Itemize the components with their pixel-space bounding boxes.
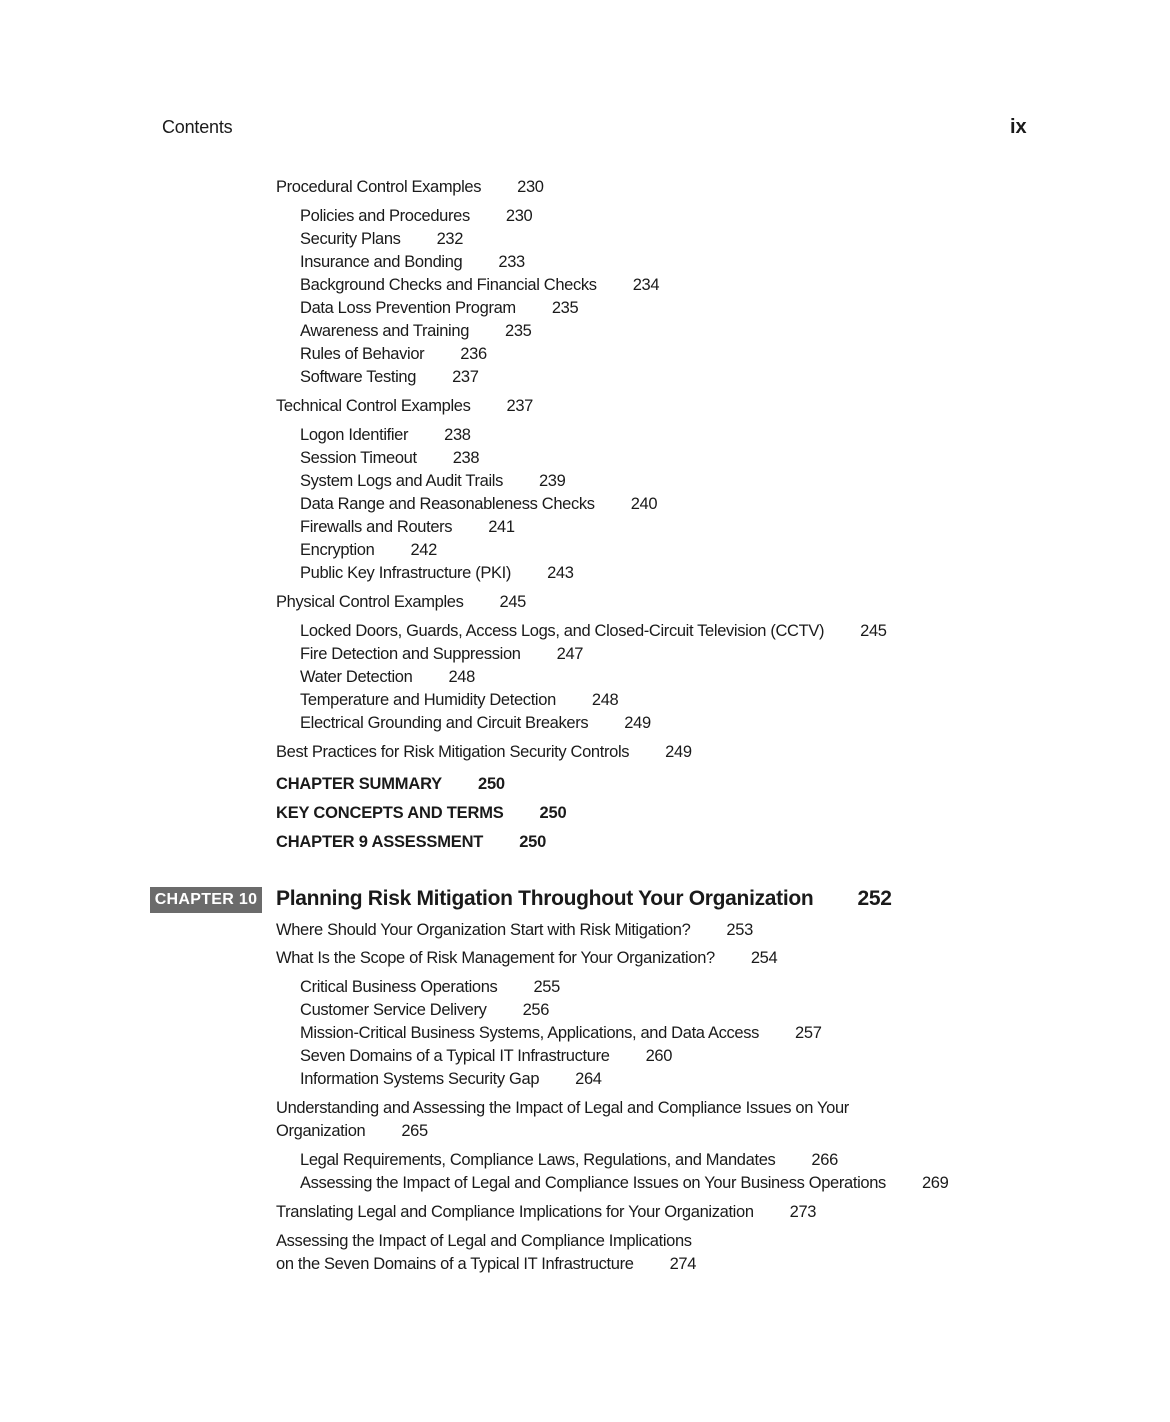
toc-subentry[interactable] [276,1172,948,1195]
toc-entry-title: Information Systems Security Gap [300,1070,540,1088]
toc-subentry[interactable] [276,620,887,643]
toc-subentry[interactable] [276,320,887,343]
toc-subentry[interactable] [276,689,887,712]
toc-subentry[interactable] [276,643,887,666]
toc-subentry[interactable] [276,470,887,493]
toc-subentry[interactable] [276,1045,948,1068]
toc-entry-page: 232 [436,230,464,248]
chapter-label: CHAPTER 10 [150,887,262,913]
chapter-title-text: Planning Risk Mitigation Throughout Your Organization [276,887,814,910]
toc-entry-continuation[interactable] [276,1120,948,1143]
toc-entry-title: Rules of Behavior [300,345,425,363]
toc-entry-page: 248 [448,668,475,686]
toc-subentry[interactable] [276,999,948,1022]
toc-entry-title: Assessing the Impact of Legal and Compliance Implications [276,1232,692,1250]
toc-subentry[interactable] [276,976,948,999]
toc-subentry[interactable] [276,1068,948,1091]
toc-entry-page: 236 [460,345,487,363]
toc-subentry[interactable] [276,205,887,228]
toc-subentry[interactable] [276,274,887,297]
toc-subentry[interactable] [276,424,887,447]
toc-subentry[interactable] [276,562,887,585]
toc-chapter-assessment[interactable] [276,828,887,857]
toc-entry-title: Fire Detection and Suppression [300,645,521,663]
toc-entry-title: Organization [276,1122,366,1140]
toc-entry[interactable] [276,741,887,764]
toc-entry[interactable] [276,947,948,970]
toc-subentry[interactable] [276,366,887,389]
toc-entry-title: Awareness and Training [300,322,470,340]
toc-entry[interactable] [276,591,887,614]
toc-entry-title: Mission-Critical Business Systems, Applications, and Data Access [300,1024,760,1042]
toc-subentry[interactable] [276,1022,948,1045]
toc-entry-page: 260 [645,1047,673,1065]
toc-entry-page: 245 [499,593,526,611]
toc-entry-multiline[interactable] [276,1230,948,1253]
toc-entry-title: Legal Requirements, Compliance Laws, Regulations, and Mandates [300,1151,776,1169]
chapter-title [276,884,892,914]
toc-entry-page: 235 [551,299,579,317]
toc-subentry[interactable] [276,539,887,562]
toc-entry-page: 250 [519,833,547,851]
toc-entry-page: 256 [522,1001,550,1019]
toc-entry-page: 234 [632,276,660,294]
toc-entry-title: Best Practices for Risk Mitigation Security Controls [276,743,630,761]
toc-chapter-9-sections [276,176,887,857]
toc-entry-title: Customer Service Delivery [300,1001,487,1019]
toc-entry-title: Logon Identifier [300,426,409,444]
toc-entry-title: Background Checks and Financial Checks [300,276,597,294]
toc-subentry[interactable] [276,516,887,539]
toc-entry[interactable] [276,919,948,942]
toc-entry-page: 264 [575,1070,602,1088]
toc-entry-title: System Logs and Audit Trails [300,472,503,490]
toc-entry-title: Assessing the Impact of Legal and Compliance Issues on Your Business Operations [300,1174,886,1192]
toc-entry[interactable] [276,176,887,199]
toc-entry-title: Understanding and Assessing the Impact of Legal and Compliance Issues on Your [276,1099,849,1117]
toc-subentry[interactable] [276,343,887,366]
toc-entry-page: 273 [789,1203,817,1221]
toc-entry-page: 237 [452,368,479,386]
toc-entry[interactable] [276,1201,948,1224]
toc-entry-title: Technical Control Examples [276,397,471,415]
toc-entry-title: Policies and Procedures [300,207,470,225]
toc-entry-page: 254 [750,949,778,967]
toc-entry-title: Firewalls and Routers [300,518,453,536]
toc-entry-continuation[interactable] [276,1253,948,1276]
toc-entry-page: 245 [860,622,887,640]
toc-entry-title: KEY CONCEPTS AND TERMS [276,804,504,822]
toc-entry-title: Electrical Grounding and Circuit Breakers [300,714,589,732]
toc-entry-title: Procedural Control Examples [276,178,482,196]
toc-entry-title: Translating Legal and Compliance Implications for Your Organization [276,1203,754,1221]
toc-entry-page: 266 [811,1151,838,1169]
toc-entry-title: Public Key Infrastructure (PKI) [300,564,512,582]
toc-entry[interactable] [276,395,887,418]
toc-subentry[interactable] [276,447,887,470]
toc-subentry[interactable] [276,1149,948,1172]
toc-entry-page: 243 [547,564,574,582]
toc-entry-page: 237 [506,397,533,415]
toc-entry-page: 269 [921,1174,949,1192]
toc-entry-page: 230 [517,178,544,196]
toc-subentry[interactable] [276,493,887,516]
toc-entry-page: 240 [630,495,658,513]
toc-entry-multiline[interactable] [276,1097,948,1120]
toc-subentry[interactable] [276,251,887,274]
toc-entry-page: 235 [505,322,532,340]
toc-entry-title: Critical Business Operations [300,978,498,996]
toc-entry-page: 248 [591,691,619,709]
toc-entry-page: 255 [533,978,560,996]
toc-subentry[interactable] [276,712,887,735]
toc-entry-title: What Is the Scope of Risk Management for Your Organization? [276,949,715,967]
toc-entry-title: Seven Domains of a Typical IT Infrastructure [300,1047,610,1065]
running-head: Contents [162,117,233,137]
toc-entry-page: 265 [401,1122,428,1140]
toc-key-concepts[interactable] [276,799,887,828]
toc-entry-page: 249 [624,714,651,732]
toc-entry-title: CHAPTER 9 ASSESSMENT [276,833,484,851]
toc-entry-page: 249 [665,743,692,761]
toc-entry-title: Encryption [300,541,375,559]
toc-subentry[interactable] [276,228,887,251]
toc-entry-title: Physical Control Examples [276,593,464,611]
toc-entry-page: 242 [410,541,437,559]
toc-entry-page: 239 [538,472,566,490]
toc-entry-title: Water Detection [300,668,413,686]
toc-entry-title: Security Plans [300,230,401,248]
toc-chapter-summary[interactable] [276,770,887,799]
toc-entry-page: 238 [452,449,480,467]
toc-entry-title: on the Seven Domains of a Typical IT Infrastructure [276,1255,634,1273]
toc-entry-page: 238 [444,426,471,444]
toc-entry-page: 233 [498,253,525,271]
toc-subentry[interactable] [276,297,887,320]
toc-entry-page: 250 [539,804,567,822]
page-number: ix [1010,116,1027,138]
toc-entry-title: Data Loss Prevention Program [300,299,516,317]
toc-entry-title: Session Timeout [300,449,417,467]
toc-entry-page: 253 [726,921,753,939]
toc-chapter-10-sections [276,919,948,1276]
toc-entry-page: 230 [505,207,533,225]
toc-entry-page: 241 [488,518,515,536]
toc-entry-title: Software Testing [300,368,417,386]
toc-entry-page: 250 [477,775,505,793]
chapter-title-page: 252 [857,887,892,910]
toc-entry-page: 257 [795,1024,822,1042]
toc-entry-page: 274 [669,1255,697,1273]
toc-entry-title: Where Should Your Organization Start with Risk Mitigation? [276,921,691,939]
toc-entry-page: 247 [556,645,584,663]
toc-entry-title: Insurance and Bonding [300,253,463,271]
toc-entry-title: CHAPTER SUMMARY [276,775,442,793]
toc-entry-title: Data Range and Reasonableness Checks [300,495,595,513]
toc-entry-title: Temperature and Humidity Detection [300,691,556,709]
toc-subentry[interactable] [276,666,887,689]
toc-entry-title: Locked Doors, Guards, Access Logs, and Closed-Circuit Television (CCTV) [300,622,825,640]
